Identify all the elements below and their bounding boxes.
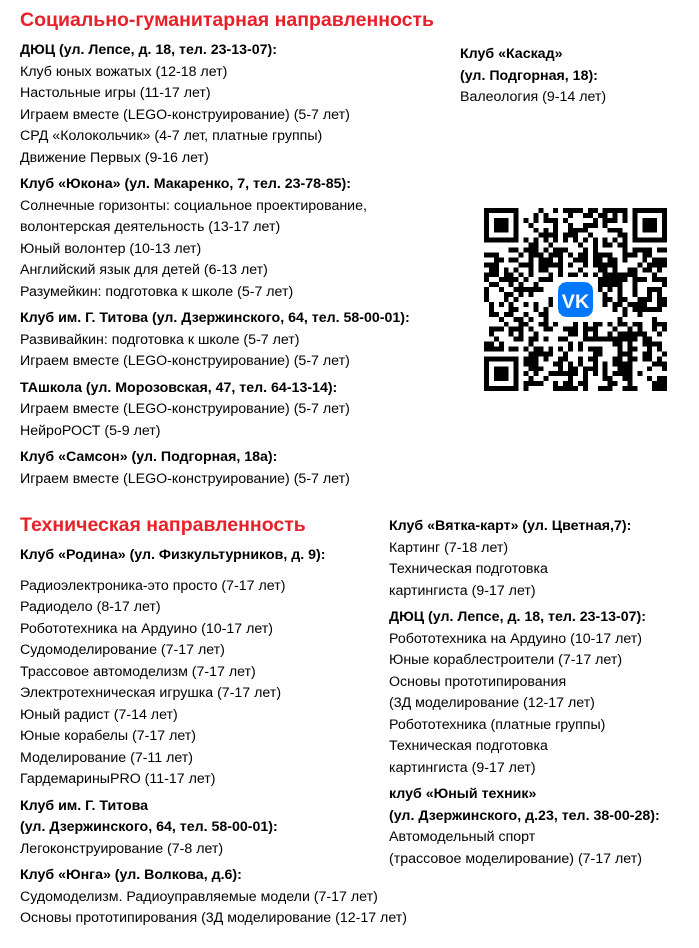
list-item: СРД «Колокольчик» (4-7 лет, платные группы) bbox=[20, 128, 323, 144]
list-item: Основы прототипирования (3Д моделирование (12-17 лет) bbox=[20, 910, 407, 926]
list-item: картингиста (9-17 лет) bbox=[389, 582, 536, 599]
list-item: Техническая подготовка bbox=[389, 561, 548, 577]
list-item: Робототехника (платные группы) bbox=[389, 716, 606, 733]
block-heading: Клуб «Самсон» (ул. Подгорная, 18а): bbox=[20, 449, 278, 465]
list-item: (трассовое моделирование) (7-17 лет) bbox=[389, 850, 642, 867]
tech-left-column bbox=[20, 545, 407, 930]
social-heading: Социально-гуманитарная направленность bbox=[20, 9, 435, 31]
list-item: Электротехническая игрушка (7-17 лет) bbox=[20, 685, 282, 701]
list-item: Английский язык для детей (6-13 лет) bbox=[20, 262, 268, 278]
block-heading: клуб «Юный техник» bbox=[389, 786, 537, 802]
tech-heading: Техническая направленность bbox=[20, 514, 306, 536]
block-heading: Клуб «Юкона» (ул. Макаренко, 7, тел. 23-78-85): bbox=[20, 176, 352, 192]
block-heading: Клуб «Вятка-карт» (ул. Цветная,7): bbox=[389, 518, 632, 534]
block-heading: Клуб «Каскад» bbox=[460, 46, 563, 62]
list-item: НейроРОСТ (5-9 лет) bbox=[20, 422, 161, 439]
list-item: Картинг (7-18 лет) bbox=[389, 539, 509, 556]
list-item: Играем вместе (LEGO-конструирование) (5-7 лет) bbox=[20, 470, 350, 487]
block-address: (ул. Дзержинского, д.23, тел. 38-00-28): bbox=[389, 807, 660, 824]
list-item: Основы прототипирования bbox=[389, 673, 567, 690]
list-item: ГардемариныPRO (11-17 лет) bbox=[20, 771, 216, 787]
list-item: Играем вместе (LEGO-конструирование) (5-7 лет) bbox=[20, 106, 350, 123]
list-item: Движение Первых (9-16 лет) bbox=[20, 149, 209, 166]
vk-logo-text: VK bbox=[561, 290, 590, 313]
list-item: Моделирование (7-11 лет) bbox=[20, 749, 194, 766]
list-item: Радиоэлектроника-это просто (7-17 лет) bbox=[20, 577, 286, 594]
kaskad-block bbox=[460, 44, 606, 109]
list-item: Робототехника на Ардуино (10-17 лет) bbox=[389, 630, 643, 647]
block-heading: Клуб «Родина» (ул. Физкультурников, д. 9): bbox=[20, 547, 326, 563]
vk-qr-code[interactable] bbox=[484, 208, 667, 391]
list-item: Юные кораблестроители (7-17 лет) bbox=[389, 652, 623, 668]
vk-logo-icon bbox=[558, 282, 593, 317]
list-item: картингиста (9-17 лет) bbox=[389, 759, 536, 776]
list-item: Настольные игры (11-17 лет) bbox=[20, 85, 211, 101]
list-item: Играем вместе (LEGO-конструирование) (5-7 лет) bbox=[20, 401, 350, 417]
list-item: Судомоделирование (7-17 лет) bbox=[20, 642, 225, 658]
list-item: Техническая подготовка bbox=[389, 738, 548, 754]
list-item: Судомоделизм. Радиоуправляемые модели (7-17 лет) bbox=[20, 888, 378, 905]
list-item: Клуб юных вожатых (12-18 лет) bbox=[20, 63, 228, 80]
list-item: (3Д моделирование (12-17 лет) bbox=[389, 695, 595, 711]
list-item: Автомодельный спорт bbox=[389, 829, 536, 845]
block-heading: ТАшкола (ул. Морозовская, 47, тел. 64-13-14): bbox=[20, 379, 338, 396]
block-heading: Клуб им. Г. Титова bbox=[20, 797, 149, 814]
block-heading: Клуб «Юнга» (ул. Волкова, д.6): bbox=[20, 867, 242, 883]
list-item: Играем вместе (LEGO-конструирование) (5-7 лет) bbox=[20, 353, 350, 369]
list-item: Радиодело (8-17 лет) bbox=[20, 599, 161, 615]
list-item: Юный радист (7-14 лет) bbox=[20, 706, 178, 723]
list-item: Развивайкин: подготовка к школе (5-7 лет) bbox=[20, 331, 300, 348]
list-item: волонтерская деятельность (13-17 лет) bbox=[20, 219, 281, 235]
block-heading: ДЮЦ (ул. Лепсе, д. 18, тел. 23-13-07): bbox=[389, 609, 646, 625]
list-item: Юный волонтер (10-13 лет) bbox=[20, 240, 202, 257]
list-item: Валеология (9-14 лет) bbox=[460, 89, 607, 105]
list-item: Трассовое автомоделизм (7-17 лет) bbox=[20, 663, 256, 680]
block-heading: ДЮЦ (ул. Лепсе, д. 18, тел. 23-13-07): bbox=[20, 42, 277, 58]
list-item: Солнечные горизонты: социальное проектирование, bbox=[20, 197, 367, 214]
social-left-column bbox=[20, 40, 410, 490]
tech-right-column bbox=[389, 516, 660, 870]
block-address: (ул. Подгорная, 18): bbox=[460, 67, 598, 84]
list-item: Легоконструирование (7-8 лет) bbox=[20, 840, 224, 857]
block-heading: Клуб им. Г. Титова (ул. Дзержинского, 64, тел. 58-00-01): bbox=[20, 310, 410, 326]
block-address: (ул. Дзержинского, 64, тел. 58-00-01): bbox=[20, 819, 278, 835]
list-item: Робототехника на Ардуино (10-17 лет) bbox=[20, 620, 274, 637]
list-item: Юные корабелы (7-17 лет) bbox=[20, 728, 197, 744]
list-item: Разумейкин: подготовка к школе (5-7 лет) bbox=[20, 283, 294, 300]
